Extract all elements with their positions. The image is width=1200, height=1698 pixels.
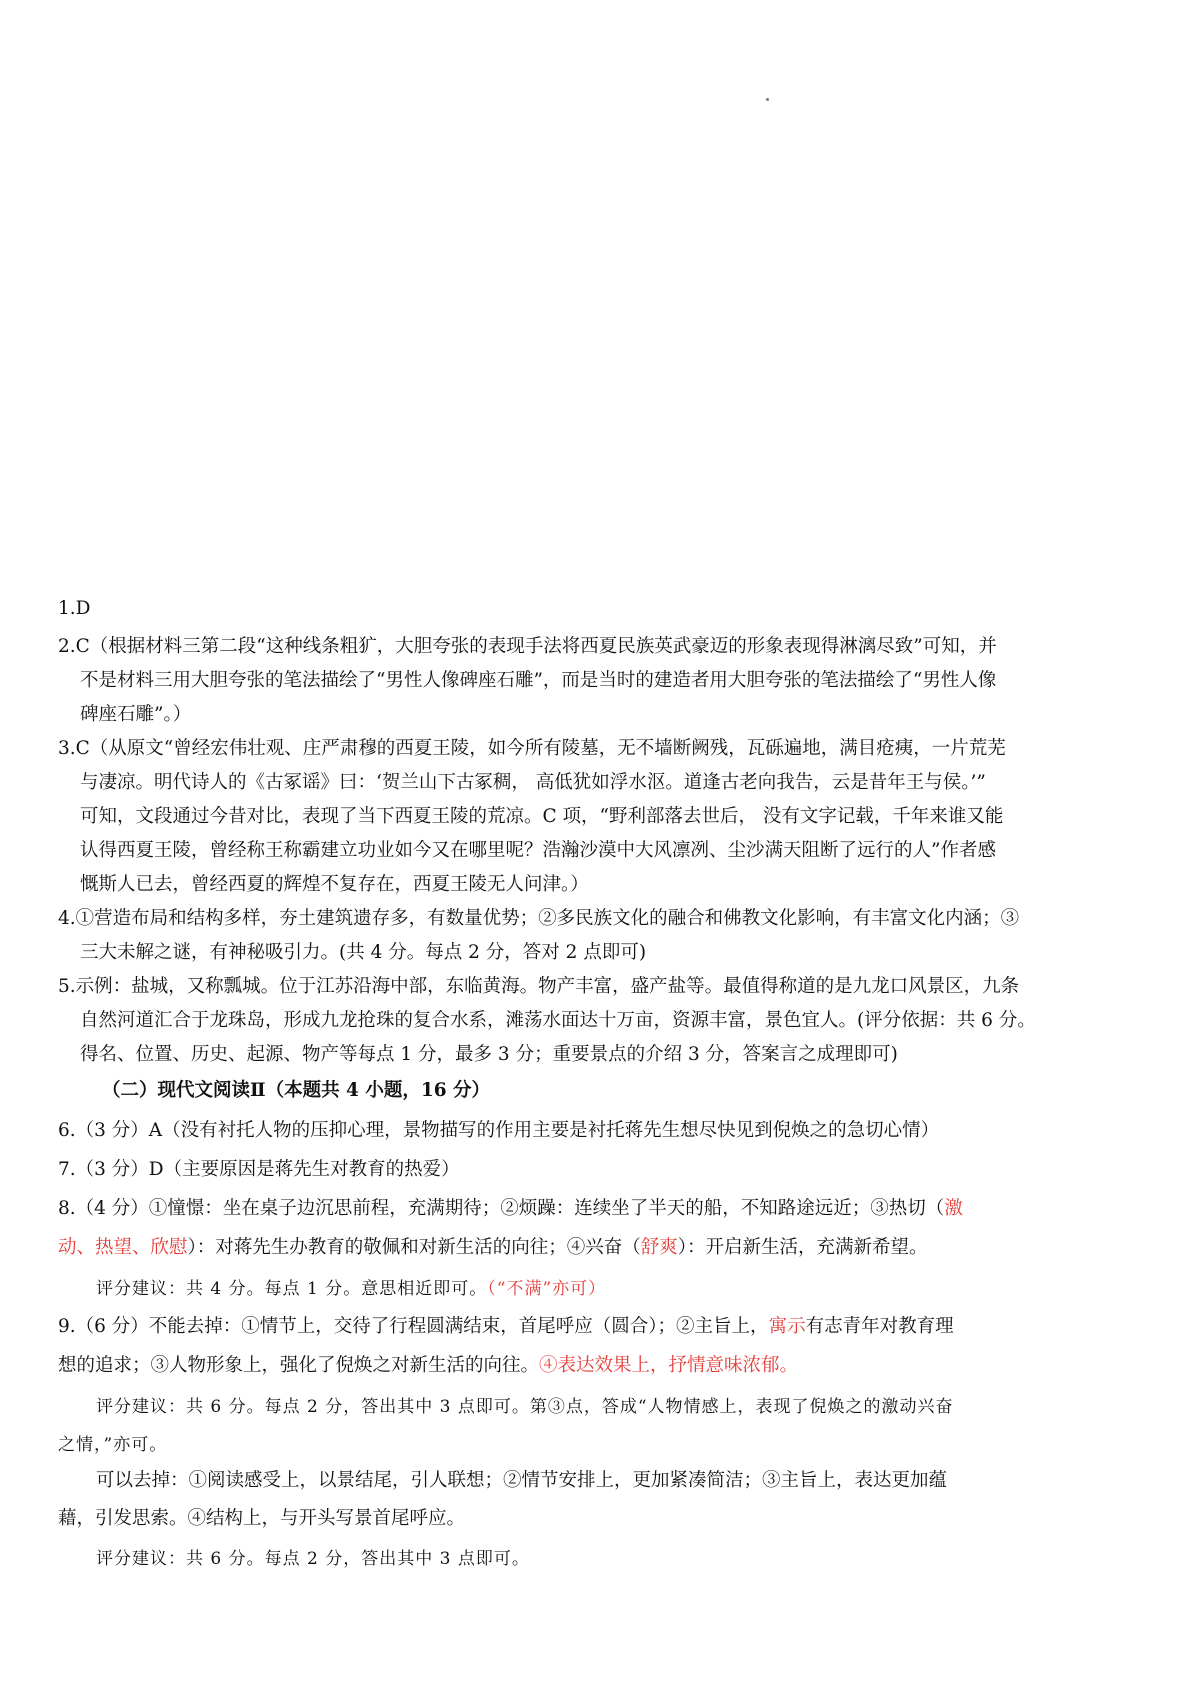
stray-dot-mark — [766, 98, 769, 101]
answer-3-line-2: 与凄凉。明代诗人的《古冢谣》曰：‘贺兰山下古冢稠， 高低犹如浮水沤。道逢古老向我告，云是昔年王与侯。’” — [80, 772, 986, 793]
answer-9-highlight: 寓示 — [768, 1316, 806, 1337]
answer-8-text: ）：开启新生活，充满新希望。 — [677, 1237, 928, 1258]
answer-8-line-2 — [58, 1233, 1148, 1259]
answer-3-line-4: 认得西夏王陵，曾经称王称霸建立功业如今又在哪里呢？浩瀚沙漠中大风凛冽、尘沙满天阻断了远行的人”作者感 — [80, 840, 996, 861]
answer-8-highlight: 动、热望、欣慰 — [58, 1237, 188, 1258]
answer-8-highlight: 舒爽 — [640, 1237, 678, 1258]
answer-9-grading-3: 评分建议：共 6 分。每点 2 分，答出其中 3 点即可。 — [96, 1549, 530, 1569]
answer-1: 1.D — [58, 598, 91, 619]
answer-3-line-1: 3.C（从原文“曾经宏伟壮观、庄严肃穆的西夏王陵，如今所有陵墓，无不墙断阙残，瓦砾遍地，满目疮痍，一片荒芜 — [58, 738, 1006, 759]
answer-9-alternative-2: 藉，引发思索。④结构上，与开头写景首尾呼应。 — [58, 1508, 466, 1529]
answer-9-line-2 — [58, 1351, 1148, 1377]
answer-2-line-2: 不是材料三用大胆夸张的笔法描绘了“男性人像碑座石雕”，而是当时的建造者用大胆夸张的笔法描绘了“男性人像 — [80, 670, 997, 691]
answer-9-text: 想的追求；③人物形象上，强化了倪焕之对新生活的向往。 — [58, 1355, 540, 1376]
answer-3-line-3: 可知，文段通过今昔对比，表现了当下西夏王陵的荒凉。C 项，“野利部落去世后， 没有文字记载，千年来谁又能 — [80, 806, 1004, 827]
answer-9-grading-1: 评分建议：共 6 分。每点 2 分，答出其中 3 点即可。第③点，答成“人物情感上，表现了倪焕之的激动兴奋 — [96, 1397, 954, 1417]
answer-5-line-1: 5.示例：盐城，又称瓢城。位于江苏沿海中部，东临黄海。物产丰富，盛产盐等。最值得称道的是九龙口风景区，九条 — [58, 976, 1020, 997]
answer-6: 6.（3 分）A（没有衬托人物的压抑心理，景物描写的作用主要是衬托蒋先生想尽快见到倪焕之的急切心情） — [58, 1120, 940, 1141]
answer-9-highlight: ④表达效果上，抒情意味浓郁。 — [539, 1355, 799, 1376]
answer-7: 7.（3 分）D（主要原因是蒋先生对教育的热爱） — [58, 1159, 460, 1180]
answer-9-grading-2: 之情，”亦可。 — [58, 1435, 168, 1455]
answer-9-line-1 — [58, 1312, 1148, 1338]
answer-8-grading — [96, 1274, 1186, 1299]
answer-8-text: 8.（4 分）①憧憬：坐在桌子边沉思前程，充满期待；②烦躁：连续坐了半天的船，不知路途远近；③热切（ — [58, 1198, 945, 1219]
answer-2-line-3: 碑座石雕”。） — [80, 704, 192, 725]
section-2-heading: （二）现代文阅读Ⅱ（本题共 4 小题，16 分） — [102, 1080, 491, 1101]
answer-4-line-1: 4.①营造布局和结构多样，夯土建筑遗存多，有数量优势；②多民族文化的融合和佛教文化影响，有丰富文化内涵；③ — [58, 908, 1020, 929]
grading-highlight: （“不满”亦可） — [487, 1279, 607, 1299]
answer-9-alternative-1: 可以去掉：①阅读感受上，以景结尾，引人联想；②情节安排上，更加紧凑简洁；③主旨上，表达更加蕴 — [96, 1470, 948, 1491]
grading-text: 评分建议：共 4 分。每点 1 分。意思相近即可。 — [96, 1279, 488, 1299]
answer-8-line-1 — [58, 1194, 1148, 1220]
answer-3-line-5: 慨斯人已去，曾经西夏的辉煌不复存在，西夏王陵无人问津。） — [80, 874, 589, 895]
answer-9-text: 9.（6 分）不能去掉：①情节上，交待了行程圆满结束，首尾呼应（圆合）；②主旨上， — [58, 1316, 769, 1337]
answer-9-text: 有志青年对教育理 — [805, 1316, 954, 1337]
answer-5-line-3: 得名、位置、历史、起源、物产等每点 1 分，最多 3 分；重要景点的介绍 3 分，答案言之成理即可) — [80, 1044, 898, 1065]
answer-2-line-1: 2.C（根据材料三第二段“这种线条粗犷，大胆夸张的表现手法将西夏民族英武豪迈的形象表现得淋漓尽致”可知，并 — [58, 636, 997, 657]
answer-8-highlight: 激 — [944, 1198, 963, 1219]
answer-4-line-2: 三大未解之谜，有神秘吸引力。(共 4 分。每点 2 分，答对 2 点即可) — [80, 942, 647, 963]
answer-5-line-2: 自然河道汇合于龙珠岛，形成九龙抢珠的复合水系，滩荡水面达十万亩，资源丰富，景色宜人。(评分依据：共 6 分。 — [80, 1010, 1036, 1031]
answer-8-text: ）：对蒋先生办教育的敬佩和对新生活的向往；④兴奋（ — [187, 1237, 641, 1258]
